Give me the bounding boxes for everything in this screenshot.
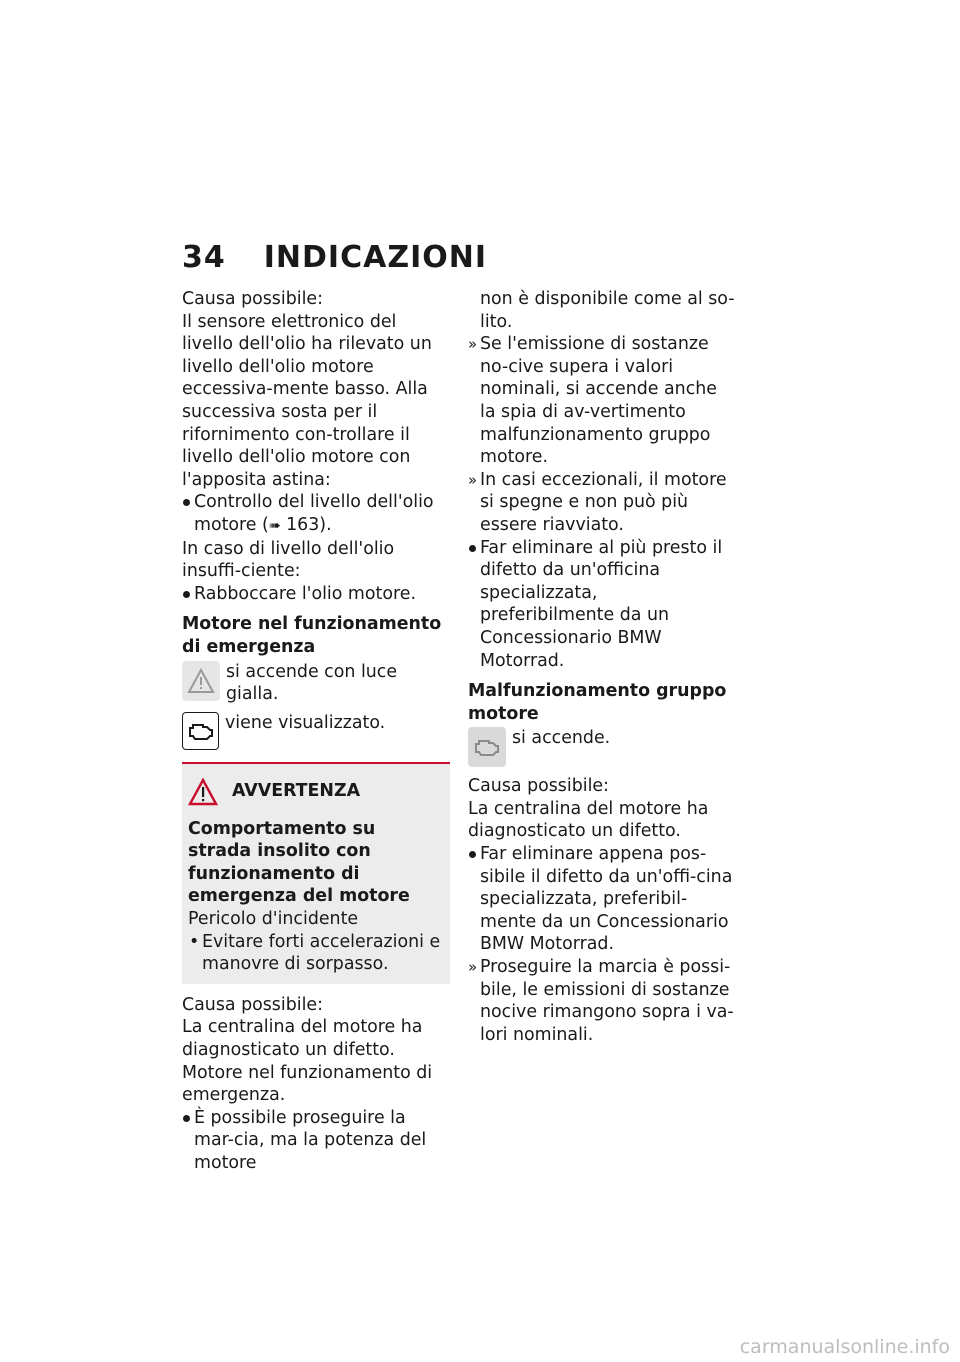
list-item: » In casi eccezionali, il motore si spegne e non può più essere riavviato.: [468, 469, 727, 535]
emergency-text: Motore nel funzionamento di emergenza.: [182, 1062, 433, 1106]
indicator-text: viene visualizzato.: [225, 712, 386, 733]
warning-triangle-icon: [182, 661, 220, 701]
list-item-text: Controllo del livello dell'olio motore (: [194, 492, 434, 535]
warning-heading: Comportamento su strada insolito con funzionamento di emergenza del motore: [188, 818, 410, 907]
cause-text: La centralina del motore ha diagnosticato un difetto.: [468, 798, 709, 842]
section-heading: Motore nel funzionamento di emergenza: [182, 614, 442, 657]
list-item: Far eliminare al più presto il difetto da un'officina specializzata, preferibilmente da un Concessionario BMW Motorrad.: [468, 537, 736, 673]
list-item: È possibile proseguire la mar-cia, ma la potenza del motore: [182, 1107, 450, 1175]
cause-label: Causa possibile:: [182, 994, 323, 1015]
cause-label: Causa possibile:: [468, 776, 609, 797]
page-number: 34: [182, 240, 226, 275]
warning-label: AVVERTENZA: [232, 781, 361, 802]
indicator-row: [182, 661, 450, 706]
page-reference[interactable]: 163: [286, 514, 320, 535]
page-title: INDICAZIONI: [263, 240, 488, 275]
list-item: Rabboccare l'olio motore.: [182, 583, 450, 606]
left-column: [182, 288, 450, 1175]
page-reference-arrow-icon: ➠: [268, 517, 281, 534]
indicator-row: [468, 727, 736, 767]
result-arrow-icon: »: [468, 335, 478, 354]
indicator-text: si accende.: [512, 728, 611, 749]
result-arrow-icon: »: [468, 470, 478, 489]
indicator-text: si accende con luce gialla.: [226, 661, 398, 705]
insufficient-text: In caso di livello dell'olio insuffi-ciente:: [182, 538, 395, 582]
section-heading: Malfunzionamento gruppo motore: [468, 681, 727, 724]
warning-title: [188, 778, 444, 806]
cause-label: Causa possibile:: [182, 289, 323, 309]
list-item: Far eliminare appena pos-sibile il difetto da un'offi-cina specializzata, preferibil-mente da un Concessionario BMW Motorrad.: [468, 843, 736, 956]
watermark: carmanualsonline.info: [739, 1336, 950, 1358]
right-column: [468, 288, 736, 1046]
engine-icon: [182, 712, 219, 750]
list-item: » Se l'emissione di sostanze no-cive supera i valori nominali, si accende anche la spia di av-vertimento malfunzionamento gruppo motore.: [468, 334, 717, 468]
indicator-row: [182, 712, 450, 750]
list-item: » Proseguire la marcia è possi-bile, le emissioni di sostanze nocive rimangono sopra i va-lori nominali.: [468, 957, 734, 1045]
cause-text: La centralina del motore ha diagnosticato un difetto.: [182, 1017, 423, 1061]
page-header: [182, 240, 487, 275]
cause-text: Il sensore elettronico del livello dell'olio ha rilevato un livello dell'olio motore eccessiva-mente basso. Alla successiva sosta per il rifornimento con-trollare il livello dell'olio motore con l'apposita astina:: [182, 311, 432, 490]
warning-action: • Evitare forti accelerazioni e manovre di sorpasso.: [188, 931, 444, 976]
list-item: Controllo del livello dell'olio motore (➠ 163).: [182, 491, 450, 537]
warning-box: [182, 762, 450, 984]
engine-icon: [468, 727, 506, 767]
continuation-text: non è disponibile come al so-lito.: [480, 289, 735, 332]
result-arrow-icon: »: [468, 958, 478, 977]
warning-risk: Pericolo d'incidente: [188, 909, 359, 930]
warning-triangle-icon: [188, 778, 218, 806]
